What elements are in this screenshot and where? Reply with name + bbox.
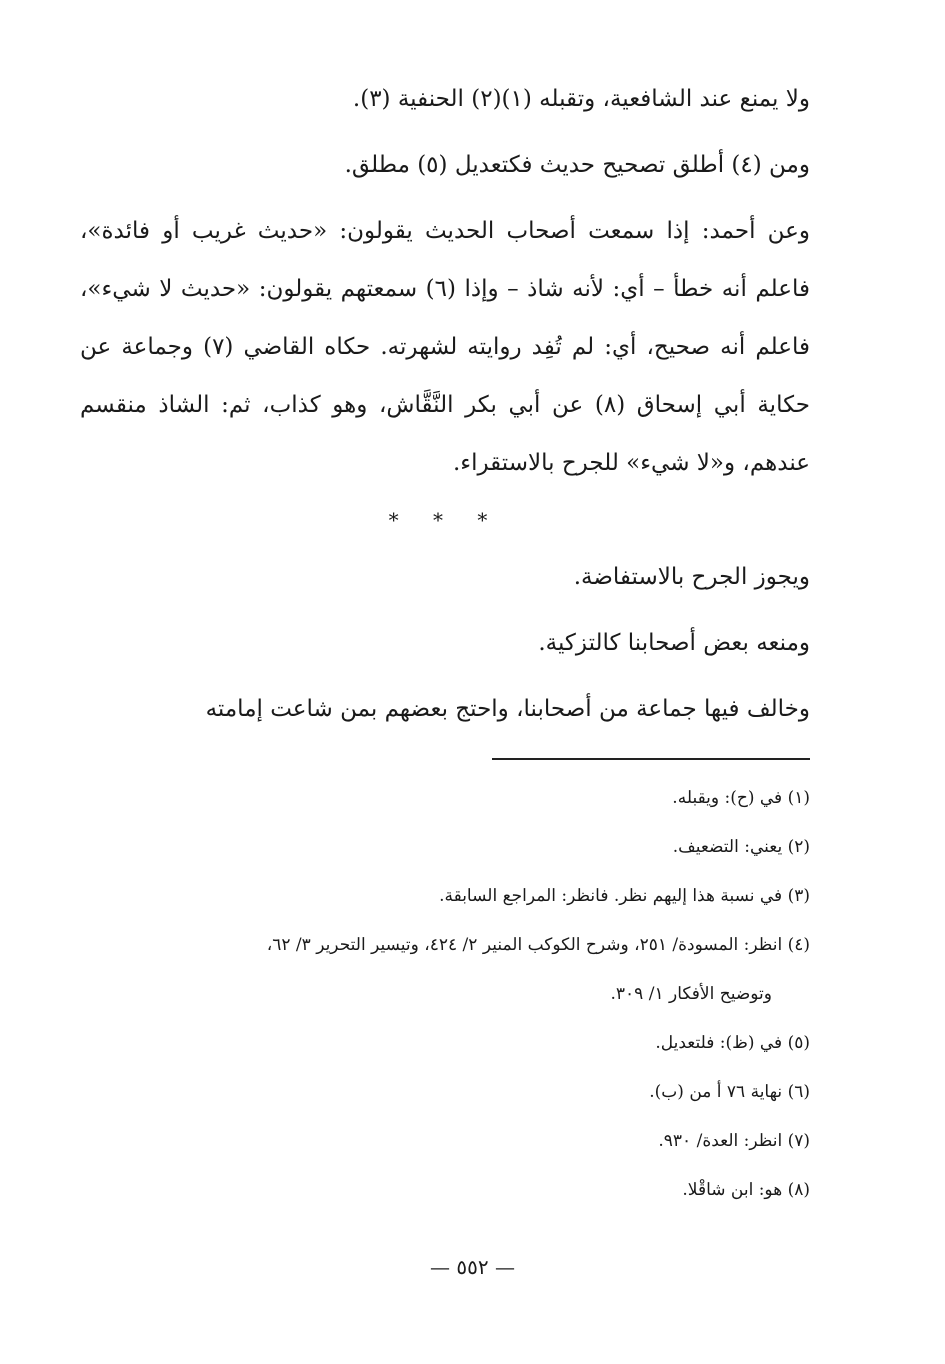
footnote-8: (٨) هو: ابن شاقْلا. [682, 1180, 810, 1200]
paragraph-shafii-hanafi: ولا يمنع عند الشافعية، وتقبله (١)(٢) الحنفية (٣). [352, 86, 810, 112]
footnotes [80, 774, 810, 1215]
paragraph-ahmad-quote: وعن أحمد: إذا سمعت أصحاب الحديث يقولون: «حديث غريب أو فائدة»، فاعلم أنه خطأ – أي: لأنه شاذ – وإذا (٦) سمعتهم يقولون: «حديث لا شيء»، فاعلم أنه صحيح، أي: لم تُفِد روايته لشهرته. حكاه القاضي (٧) وجماعة عن حكاية أبي إسحاق (٨) عن أبي بكر النَّقَّاش، وهو كذاب، ثم: الشاذ منقسم عندهم، و«لا شيء» للجرح بالاستقراء. [80, 218, 810, 476]
footnote-divider [492, 758, 810, 760]
footnote-6: (٦) نهاية ٧٦ أ من (ب). [649, 1082, 810, 1102]
footnote-1: (١) في (ح): ويقبله. [672, 788, 810, 808]
footnote-5: (٥) في (ظ): فلتعديل. [655, 1033, 810, 1053]
footnote-4-continuation: وتوضيح الأفكار ١/ ٣٠٩. [610, 984, 772, 1004]
section-separator: * * * [388, 508, 502, 532]
paragraph-istifada: ويجوز الجرح بالاستفاضة. [573, 564, 810, 590]
paragraph-tazkiya: ومنعه بعض أصحابنا كالتزكية. [538, 630, 810, 656]
footnote-7: (٧) انظر: العدة/ ٩٣٠. [658, 1131, 810, 1151]
footnote-2: (٢) يعني: التضعيف. [672, 837, 810, 857]
page-number: — ٥٥٢ — [430, 1255, 515, 1279]
main-text [80, 70, 810, 746]
paragraph-khalaf: وخالف فيها جماعة من أصحابنا، واحتج بعضهم بمن شاعت إمامته [205, 696, 810, 722]
paragraph-tashih-hadith: ومن (٤) أطلق تصحيح حديث فكتعديل (٥) مطلق. [344, 152, 810, 178]
footnote-4: (٤) انظر: المسودة/ ٢٥١، وشرح الكوكب المنير ٢/ ٤٢٤، وتيسير التحرير ٣/ ٦٢، [266, 935, 810, 955]
footnote-3: (٣) في نسبة هذا إليهم نظر. فانظر: المراجع السابقة. [439, 886, 810, 906]
